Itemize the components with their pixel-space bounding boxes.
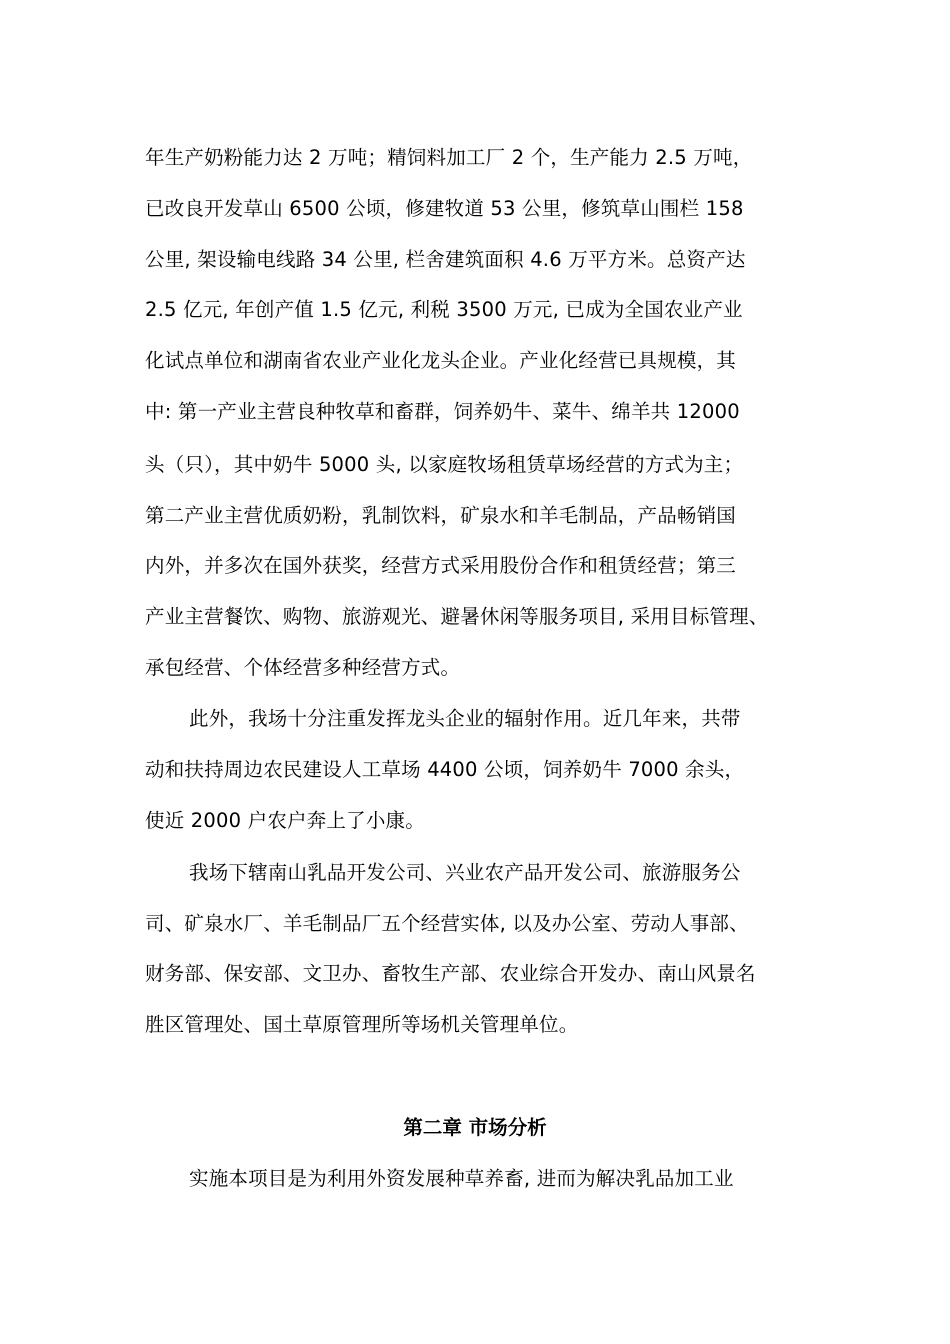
text-line: 中: 第一产业主营良种牧草和畜群，饲养奶牛、菜牛、绵羊共 12000 — [145, 400, 740, 423]
text-line: 使近 2000 户农户奔上了小康。 — [145, 809, 425, 832]
text-line: 我场下辖南山乳品开发公司、兴业农产品开发公司、旅游服务公 — [189, 861, 741, 884]
text-line: 承包经营、个体经营多种经营方式。 — [145, 656, 461, 679]
text-line: 实施本项目是为利用外资发展种草养畜, 进而为解决乳品加工业 — [189, 1167, 734, 1190]
text-line: 已改良开发草山 6500 公顷，修建牧道 53 公里，修筑草山围栏 158 — [145, 197, 744, 220]
text-line: 司、矿泉水厂、羊毛制品厂五个经营实体, 以及办公室、劳动人事部、 — [145, 912, 749, 935]
text-line: 年生产奶粉能力达 2 万吨；精饲料加工厂 2 个，生产能力 2.5 万吨， — [145, 146, 753, 169]
text-line: 头（只），其中奶牛 5000 头, 以家庭牧场租赁草场经营的方式为主； — [145, 453, 744, 476]
text-line: 化试点单位和湖南省农业产业化龙头企业。产业化经营已具规模，其 — [145, 349, 737, 372]
text-line: 产业主营餐饮、购物、旅游观光、避暑休闲等服务项目, 采用目标管理、 — [145, 605, 769, 628]
text-line: 财务部、保安部、文卫办、畜牧生产部、农业综合开发办、南山风景名 — [145, 962, 756, 985]
text-line: 第二产业主营优质奶粉，乳制饮料，矿泉水和羊毛制品，产品畅销国 — [145, 504, 737, 527]
text-line: 2.5 亿元, 年创产值 1.5 亿元, 利税 3500 万元, 已成为全国农业产业 — [145, 298, 743, 321]
text-line: 内外，并多次在国外获奖，经营方式采用股份合作和租赁经营；第三 — [145, 554, 737, 577]
text-line: 此外，我场十分注重发挥龙头企业的辐射作用。近几年来，共带 — [189, 707, 741, 730]
chapter-heading: 第二章 市场分析 — [403, 1116, 547, 1139]
text-line: 胜区管理处、国土草原管理所等场机关管理单位。 — [145, 1013, 579, 1036]
text-line: 动和扶持周边农民建设人工草场 4400 公顷，饲养奶牛 7000 余头， — [145, 758, 745, 781]
text-line: 公里, 架设输电线路 34 公里, 栏舍建筑面积 4.6 万平方米。总资产达 — [145, 248, 746, 271]
